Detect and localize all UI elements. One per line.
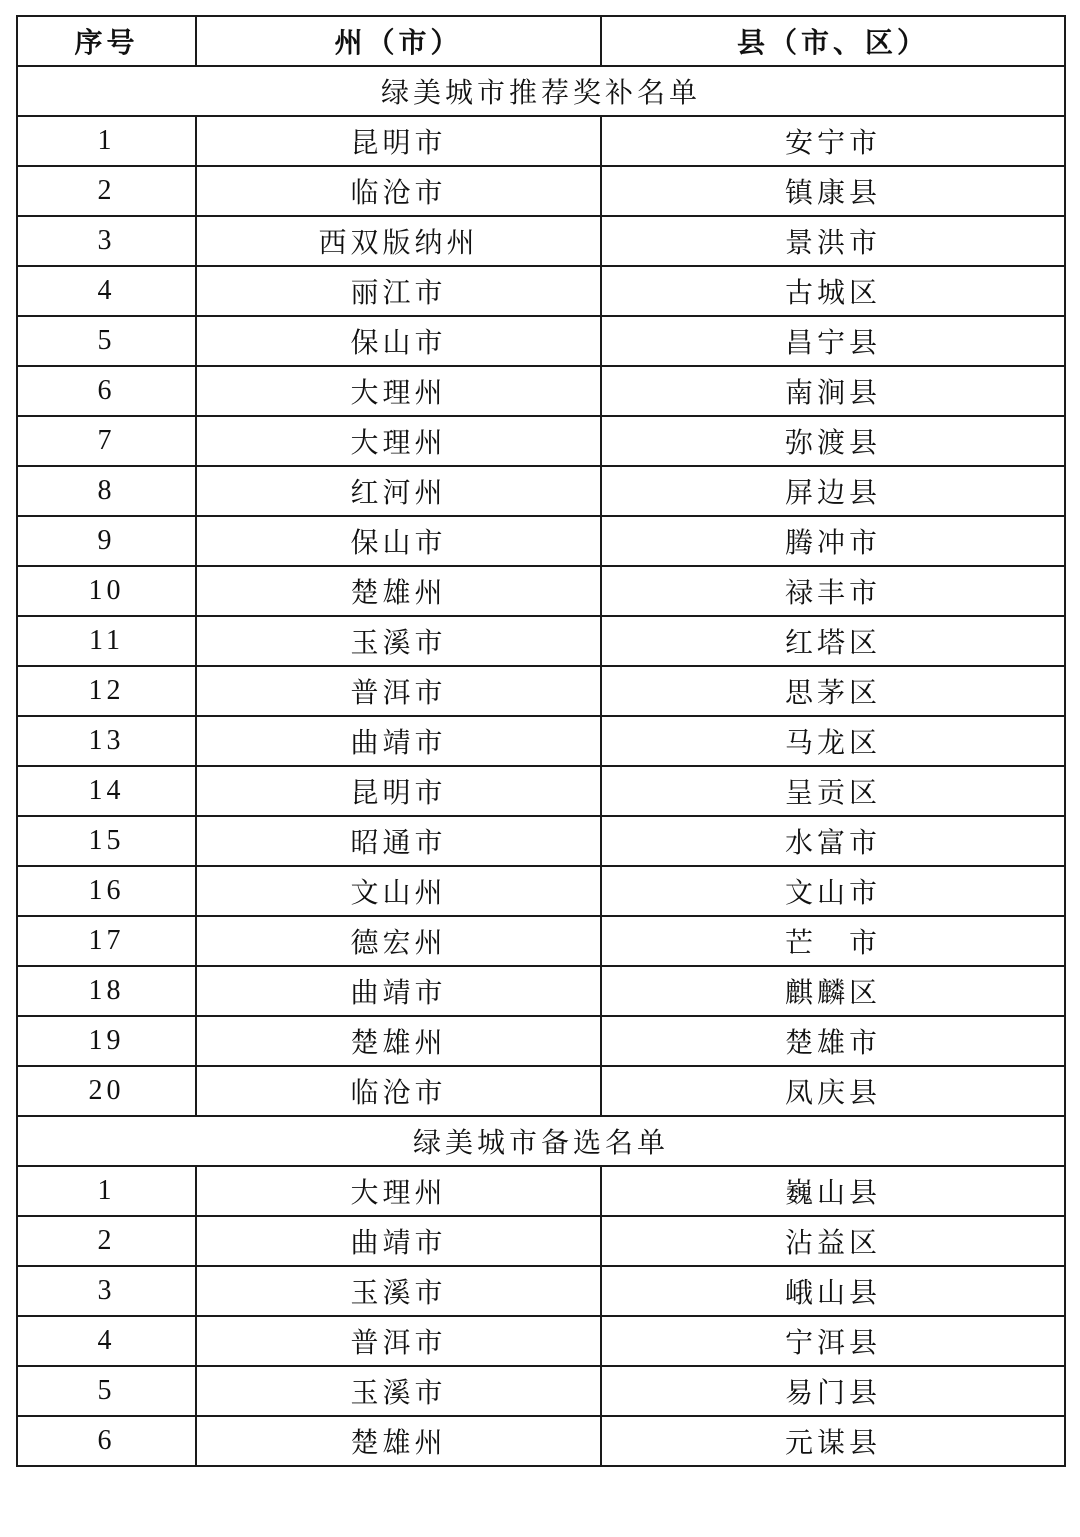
cell-index: 9 [17,516,196,566]
cell-prefecture: 昆明市 [196,766,601,816]
cell-prefecture: 玉溪市 [196,616,601,666]
cell-county: 红塔区 [601,616,1065,666]
cell-index: 16 [17,866,196,916]
table-row [17,866,1065,916]
cell-index: 5 [17,316,196,366]
cell-county: 麒麟区 [601,966,1065,1016]
table-row [17,816,1065,866]
cell-index: 10 [17,566,196,616]
table-row [17,1016,1065,1066]
cell-index: 5 [17,1366,196,1416]
section-title: 绿美城市备选名单 [17,1116,1065,1166]
cell-prefecture: 文山州 [196,866,601,916]
table-row [17,516,1065,566]
cell-county: 屏边县 [601,466,1065,516]
table-row [17,416,1065,466]
cell-county: 禄丰市 [601,566,1065,616]
table-row [17,216,1065,266]
cell-prefecture: 曲靖市 [196,716,601,766]
cell-prefecture: 楚雄州 [196,1416,601,1466]
table-row [17,1316,1065,1366]
cell-prefecture: 西双版纳州 [196,216,601,266]
table-row [17,166,1065,216]
cell-index: 4 [17,266,196,316]
cell-county: 文山市 [601,866,1065,916]
cell-prefecture: 普洱市 [196,1316,601,1366]
table-row [17,466,1065,516]
table-row [17,116,1065,166]
cell-index: 3 [17,216,196,266]
cell-prefecture: 临沧市 [196,166,601,216]
cell-prefecture: 昭通市 [196,816,601,866]
cell-county: 昌宁县 [601,316,1065,366]
cell-county: 呈贡区 [601,766,1065,816]
cell-county: 凤庆县 [601,1066,1065,1116]
cell-index: 13 [17,716,196,766]
cell-index: 14 [17,766,196,816]
cell-index: 7 [17,416,196,466]
cell-prefecture: 大理州 [196,366,601,416]
table-row [17,566,1065,616]
section-header-row [17,66,1065,116]
cell-index: 2 [17,166,196,216]
table-row [17,1366,1065,1416]
cell-prefecture: 保山市 [196,316,601,366]
table-row [17,616,1065,666]
cell-county: 楚雄市 [601,1016,1065,1066]
cell-county: 沾益区 [601,1216,1065,1266]
cell-index: 15 [17,816,196,866]
cell-index: 18 [17,966,196,1016]
table-row [17,916,1065,966]
table-row [17,1066,1065,1116]
cell-prefecture: 德宏州 [196,916,601,966]
cell-index: 6 [17,1416,196,1466]
cell-index: 1 [17,1166,196,1216]
cell-prefecture: 玉溪市 [196,1266,601,1316]
cell-county: 南涧县 [601,366,1065,416]
cell-county: 水富市 [601,816,1065,866]
table-row [17,766,1065,816]
header-row [17,16,1065,66]
table-row [17,1266,1065,1316]
cell-prefecture: 大理州 [196,1166,601,1216]
cell-index: 6 [17,366,196,416]
cell-prefecture: 楚雄州 [196,1016,601,1066]
cell-index: 12 [17,666,196,716]
cell-county: 安宁市 [601,116,1065,166]
cell-prefecture: 昆明市 [196,116,601,166]
table-row [17,966,1065,1016]
table-row [17,666,1065,716]
cell-index: 17 [17,916,196,966]
table-row [17,366,1065,416]
table-body [17,66,1065,1466]
cell-index: 3 [17,1266,196,1316]
cell-county: 腾冲市 [601,516,1065,566]
section-header-row [17,1116,1065,1166]
cell-county: 易门县 [601,1366,1065,1416]
cell-index: 4 [17,1316,196,1366]
cell-county: 景洪市 [601,216,1065,266]
cell-index: 19 [17,1016,196,1066]
cell-prefecture: 楚雄州 [196,566,601,616]
cell-prefecture: 丽江市 [196,266,601,316]
cell-county: 思茅区 [601,666,1065,716]
cell-prefecture: 保山市 [196,516,601,566]
cell-index: 8 [17,466,196,516]
header-county: 县（市、区） [601,16,1065,66]
cell-prefecture: 玉溪市 [196,1366,601,1416]
table-row [17,266,1065,316]
cell-county: 马龙区 [601,716,1065,766]
section-title: 绿美城市推荐奖补名单 [17,66,1065,116]
header-prefecture: 州（市） [196,16,601,66]
table-row [17,1216,1065,1266]
table-row [17,716,1065,766]
cell-index: 20 [17,1066,196,1116]
cell-county: 镇康县 [601,166,1065,216]
cell-prefecture: 临沧市 [196,1066,601,1116]
cell-prefecture: 红河州 [196,466,601,516]
cell-prefecture: 曲靖市 [196,966,601,1016]
cell-county: 弥渡县 [601,416,1065,466]
cell-county: 峨山县 [601,1266,1065,1316]
cell-county: 古城区 [601,266,1065,316]
header-index: 序号 [17,16,196,66]
city-list-table [16,15,1066,1467]
cell-prefecture: 曲靖市 [196,1216,601,1266]
cell-county: 巍山县 [601,1166,1065,1216]
table-row [17,316,1065,366]
cell-index: 11 [17,616,196,666]
cell-index: 2 [17,1216,196,1266]
cell-prefecture: 普洱市 [196,666,601,716]
cell-index: 1 [17,116,196,166]
table-row [17,1416,1065,1466]
table-row [17,1166,1065,1216]
cell-county: 元谋县 [601,1416,1065,1466]
cell-county: 宁洱县 [601,1316,1065,1366]
cell-county: 芒 市 [601,916,1065,966]
cell-prefecture: 大理州 [196,416,601,466]
